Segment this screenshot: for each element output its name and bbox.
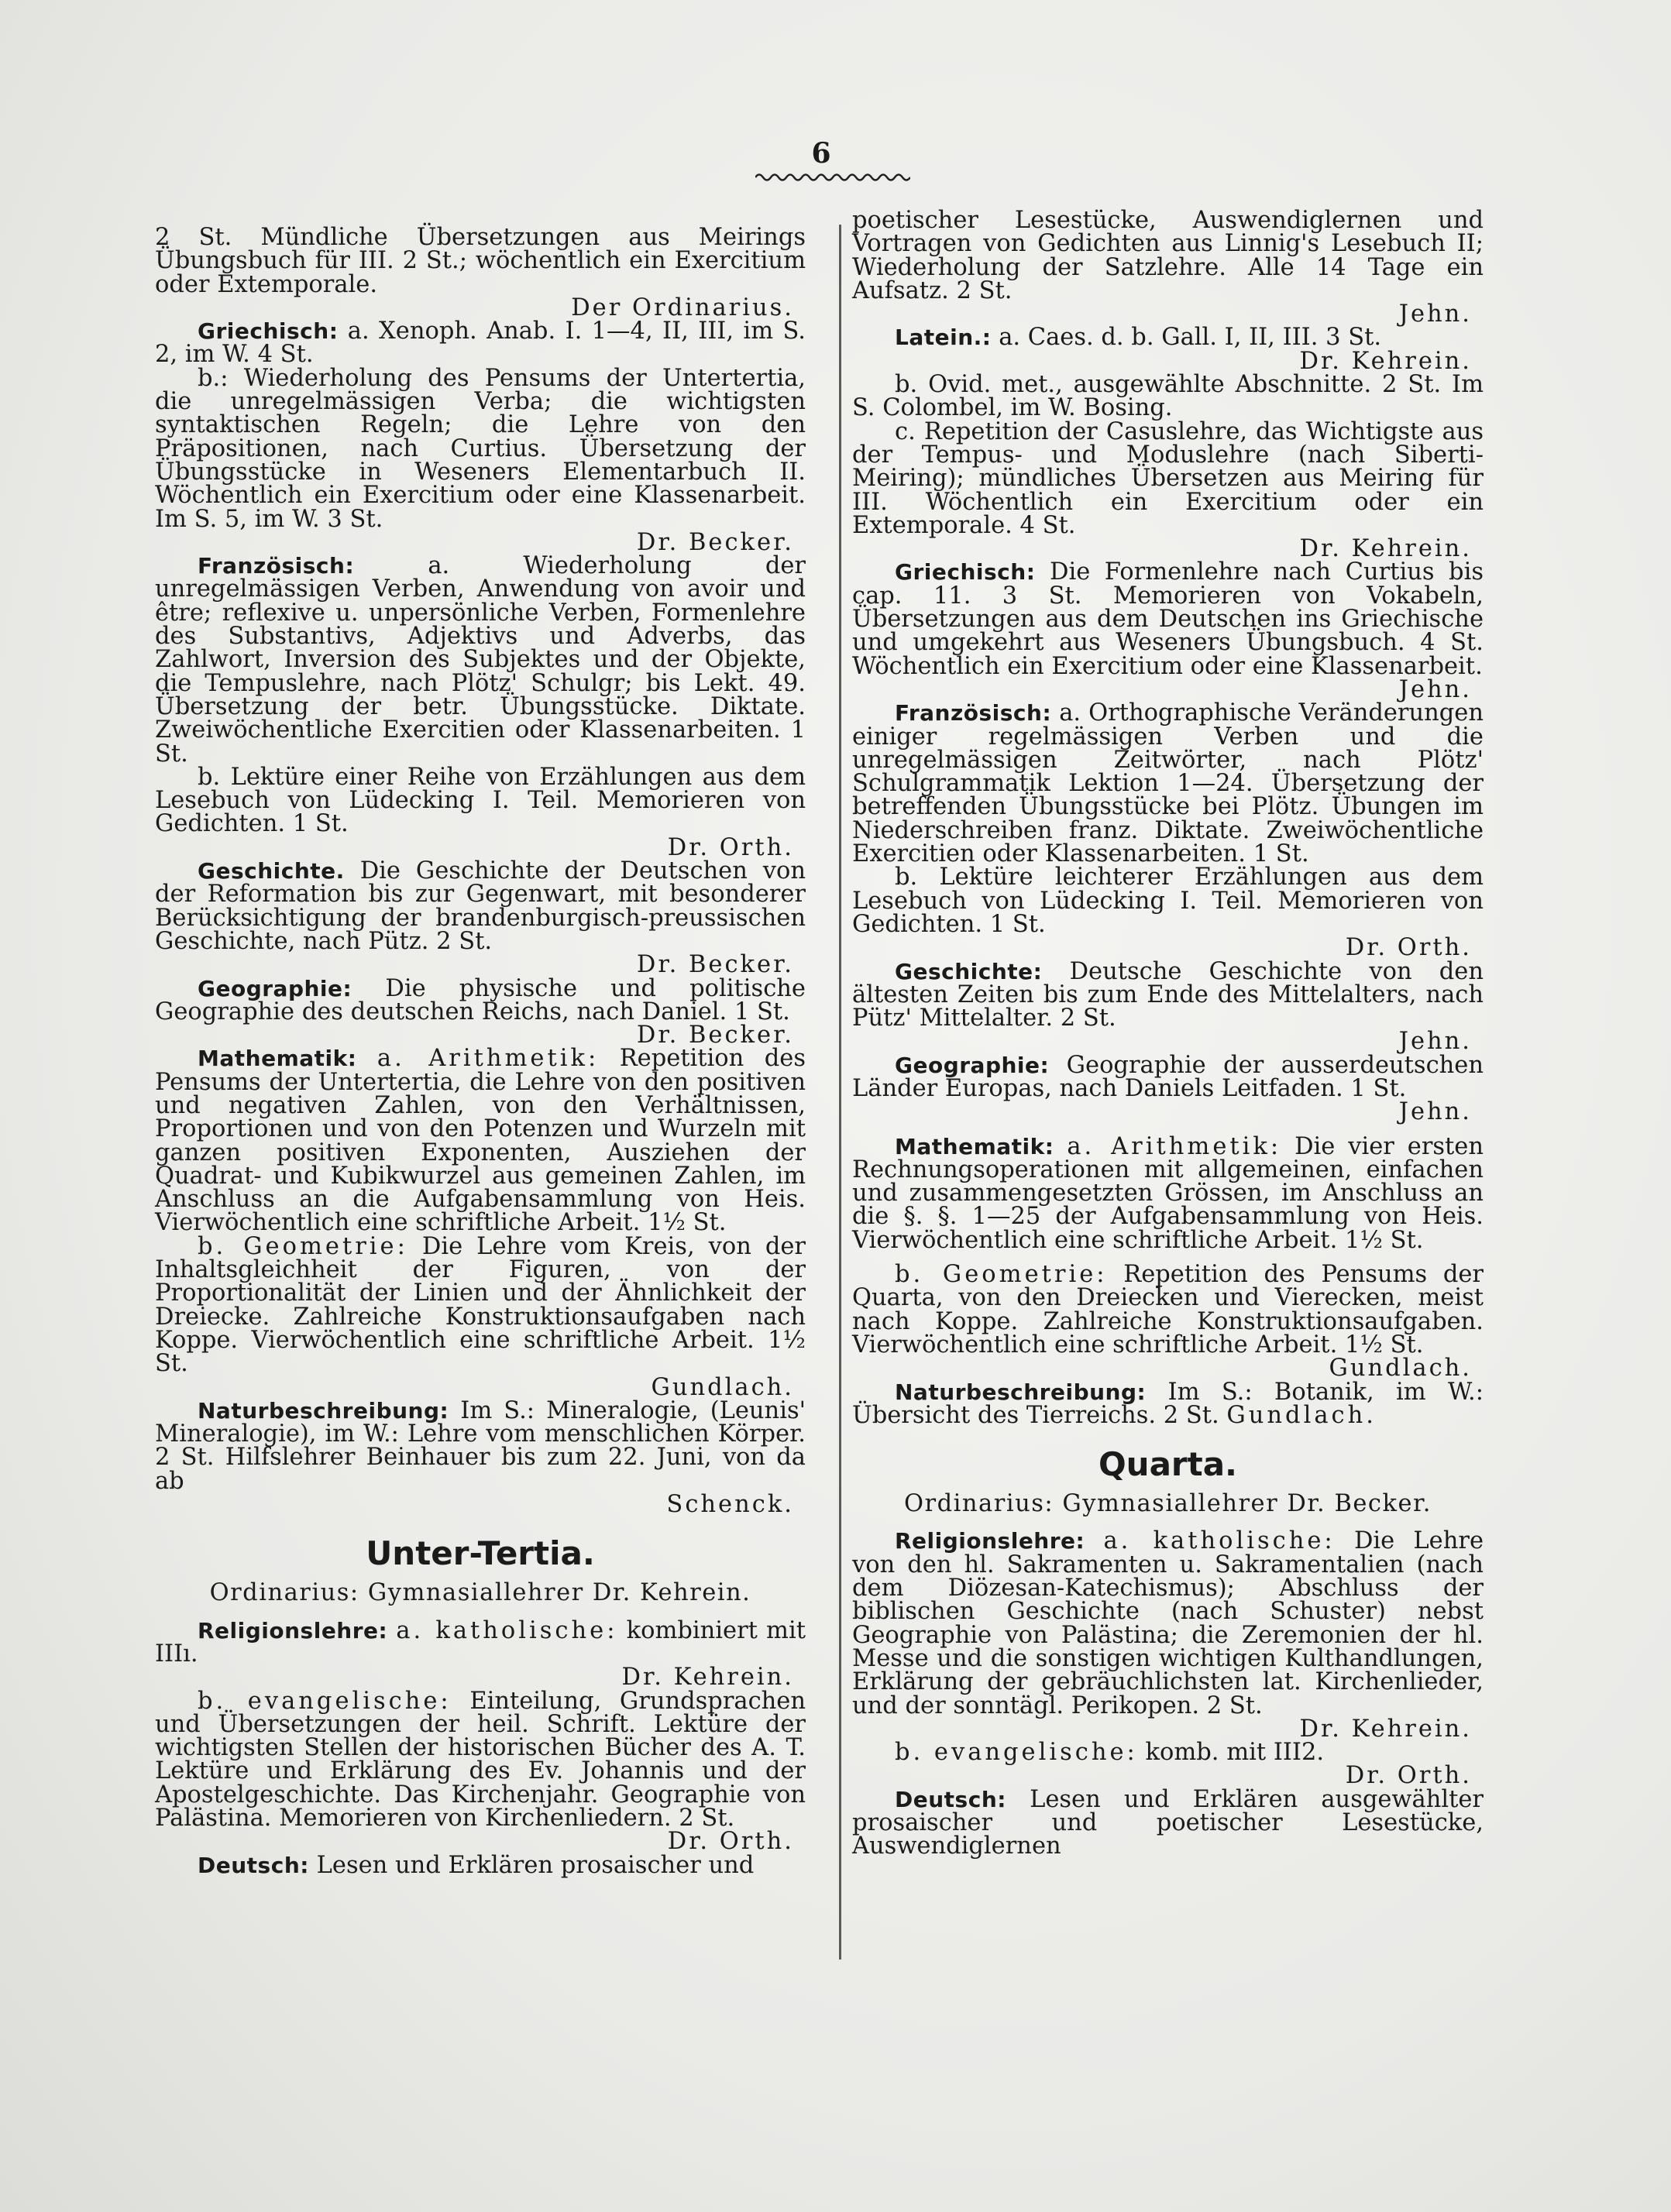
ordinarius-line: Ordinarius: Gymnasiallehrer Dr. Becker. <box>904 1490 1432 1518</box>
right-column <box>852 209 1484 1859</box>
paragraph-naturbeschreibung: Naturbeschreibung: Im S.: Mineralogie, (Leunis' Mineralogie), im W.: Lehre vom menschlichen Körper. 2 St. Hilfslehrer Beinhauer bis zum 22. Juni, von da ab <box>155 1396 806 1495</box>
paragraph: b. Geometrie: Die Lehre vom Kreis, von der Inhaltsgleichheit der Figuren, von der Proportionalität der Linien und der Ähnlichkeit der Dreiecke. Zahlreiche Konstruktionsaufgaben nach Koppe. Vierwöchentlich eine schriftliche Arbeit. 1½ St. <box>155 1232 806 1378</box>
signature: Dr. Becker. <box>636 951 794 979</box>
signature: Dr. Kehrein. <box>1299 347 1472 375</box>
signature: Dr. Orth. <box>1345 1762 1472 1790</box>
column-divider <box>839 225 841 1960</box>
section-heading-unter-tertia: Unter-Tertia. <box>366 1534 595 1573</box>
signature: Dr. Becker. <box>636 1022 794 1049</box>
paragraph-latein: Latein.: a. Caes. d. b. Gall. I, II, III. 3 St. <box>895 324 1382 352</box>
paragraph: c. Repetition der Casuslehre, das Wichtigste aus der Tempus- und Moduslehre (nach Siberti-Meiring); mündliches Übersetzen aus Meiring für III. Wöchentlich ein Exercitium oder ein Extemporale. 4 St. <box>852 417 1484 539</box>
paragraph-religionslehre: Religionslehre: a. katholische: Die Lehre von den hl. Sakramenten u. Sakramentalien (nach dem Diözesan-Katechismus); Abschluss der biblischen Geschichte (nach Schuster) nebst Geographie von Palästina; die Zeremonien der hl. Messe und die sonstigen wichtigen Kulthandlungen, Erklärung der gebräuchlichsten lat. Kirchenlieder, und der sonntägl. Perikopen. 2 St. <box>852 1527 1484 1719</box>
paragraph-franzoesisch: Französisch: a. Orthographische Veränderungen einiger regelmässigen Verben und die unregelmässigen Zeitwörter, nach Plötz' Schulgrammatik Lektion 1—24. Übersetzung der betreffenden Übungsstücke bei Plötz. Übungen im Niederschreiben franz. Diktate. Zweiwöchentliche Exercitien oder Klassenarbeiten. 1 St. <box>852 699 1484 868</box>
page-number: 6 <box>811 137 831 170</box>
signature: Gundlach. <box>651 1373 794 1401</box>
paragraph-mathematik: Mathematik: a. Arithmetik: Die vier ersten Rechnungsoperationen mit allgemeinen, einfachen und zusammengesetzten Grössen, im Anschluss an die §. §. 1—25 der Aufgabensammlung von Heis. Vierwöchentlich eine schriftliche Arbeit. 1½ St. <box>852 1132 1484 1254</box>
paragraph-griechisch: Griechisch: a. Xenoph. Anab. I. 1—4, II, III, im S. 2, im W. 4 St. <box>155 318 806 369</box>
signature: Dr. Kehrein. <box>1299 535 1472 563</box>
signature: Dr. Becker. <box>636 528 794 556</box>
paragraph-naturbeschreibung: Naturbeschreibung: Im S.: Botanik, im W.: Übersicht des Tierreichs. 2 St. Gundlach. <box>852 1378 1484 1429</box>
signature: Jehn. <box>1398 301 1472 328</box>
paragraph: b. Ovid. met., ausgewählte Abschnitte. 2 St. Im S. Colombel, im W. Bosing. <box>852 371 1484 422</box>
paragraph-geographie: Geographie: Geographie der ausserdeutschen Länder Europas, nach Daniels Leitfaden. 1 St. <box>852 1051 1484 1102</box>
paragraph-geschichte: Geschichte: Deutsche Geschichte von den ältesten Zeiten bis zum Ende des Mittelalters, nach Pütz' Mittelalter. 2 St. <box>852 957 1484 1032</box>
signature: Jehn. <box>1398 1098 1472 1126</box>
signature: Jehn. <box>1398 1028 1472 1056</box>
signature: Dr. Orth. <box>667 1828 794 1856</box>
paragraph-franzoesisch: Französisch: a. Wiederholung der unregelmässigen Verben, Anwendung von avoir und être; reflexive u. unpersönliche Verben, Formenlehre des Substantivs, Adjektivs und Adverbs, das Zahlwort, Inversion des Subjektes und der Objekte, die Tempuslehre, nach Plötz' Schulgr; bis Lekt. 49. Übersetzung der betr. Übungsstücke. Diktate. Zweiwöchentliche Exercitien oder Klassenarbeiten. 1 St. <box>155 552 806 768</box>
signature: Der Ordinarius. <box>571 294 794 321</box>
paragraph-deutsch: Deutsch: Lesen und Erklären ausgewählter prosaischer und poetischer Lesestücke, Auswendiglernen <box>852 1785 1484 1860</box>
paragraph-deutsch: Deutsch: Lesen und Erklären prosaischer und <box>198 1851 755 1879</box>
paragraph: poetischer Lesestücke, Auswendiglernen und Vortragen von Gedichten aus Linnig's Lesebuch II; Wiederholung der Satzlehre. Alle 14 Tage ein Aufsatz. 2 St. <box>852 207 1484 304</box>
signature: Gundlach. <box>1329 1355 1472 1382</box>
paragraph: b. evangelische: komb. mit III2. <box>895 1739 1325 1767</box>
paragraph-griechisch: Griechisch: Die Formenlehre nach Curtius bis cap. 11. 3 St. Memorieren von Vokabeln, Übersetzungen aus dem Deutschen ins Griechische und umgekehrt aus Weseners Übungsbuch. 4 St. Wöchentlich ein Exercitium oder eine Klassenarbeit. <box>852 558 1484 680</box>
signature: Dr. Kehrein. <box>621 1664 794 1692</box>
section-heading-quarta: Quarta. <box>1098 1445 1238 1484</box>
ordinarius-line: Ordinarius: Gymnasiallehrer Dr. Kehrein. <box>209 1579 751 1607</box>
paragraph-mathematik: Mathematik: a. Arithmetik: Repetition des Pensums der Untertertia, die Lehre von den positiven und negativen Zahlen, von den Verhältnissen, Proportionen und von den Potenzen und Wurzeln mit ganzen positiven Exponenten, Ausziehen der Quadrat- und Kubikwurzel aus gemeinen Zahlen, im Anschluss an die Aufgabensammlung von Heis. Vierwöchentlich eine schriftliche Arbeit. 1½ St. <box>155 1045 806 1237</box>
paragraph-geographie: Geographie: Die physische und politische Geographie des deutschen Reichs, nach Daniel. 1 St. <box>155 974 806 1025</box>
paragraph-religionslehre: Religionslehre: a. katholische: kombiniert mit IIIı. <box>155 1616 806 1668</box>
paragraph: b. Lektüre einer Reihe von Erzählungen aus dem Lesebuch von Lüdecking I. Teil. Memorieren von Gedichten. 1 St. <box>155 763 806 838</box>
signature: Dr. Orth. <box>1345 934 1472 962</box>
signature: Dr. Kehrein. <box>1299 1715 1472 1743</box>
paragraph: 2 St. Mündliche Übersetzungen aus Meirings Übungsbuch für III. 2 St.; wöchentlich ein Exercitium oder Extemporale. <box>155 224 806 298</box>
signature: Dr. Orth. <box>667 833 794 861</box>
signature: Schenck. <box>666 1491 794 1519</box>
paragraph-geschichte: Geschichte. Die Geschichte der Deutschen von der Reformation bis zur Gegenwart, mit besonderer Berücksichtigung der brandenburgisch-preussischen Geschichte, nach Pütz. 2 St. <box>155 857 806 955</box>
paragraph: b.: Wiederholung des Pensums der Untertertia, die unregelmässigen Verba; die wichtigsten syntaktischen Regeln; die Lehre von den Präpositionen, nach Curtius. Übersetzung der Übungsstücke in Weseners Elementarbuch II. Wöchentlich ein Exercitium oder eine Klassenarbeit. Im S. 5, im W. 3 St. <box>155 364 806 533</box>
left-column <box>155 226 806 1877</box>
paragraph: b. evangelische: Einteilung, Grundsprachen und Übersetzungen der heil. Schrift. Lektüre der wichtigsten Stellen der historischen Bücher des A. T. Lektüre und Erklärung des Ev. Johannis und der Apostelgeschichte. Das Kirchenjahr. Geographie von Palästina. Memorieren von Kirchenliedern. 2 St. <box>155 1687 806 1832</box>
ornamental-wave-rule <box>755 172 910 183</box>
paragraph: b. Geometrie: Repetition des Pensums der Quarta, von den Dreiecken und Vierecken, meist nach Koppe. Zahlreiche Konstruktionsaufgaben. Vierwöchentlich eine schriftliche Arbeit. 1½ St. <box>852 1261 1484 1358</box>
signature: Jehn. <box>1398 675 1472 703</box>
paragraph: b. Lektüre leichterer Erzählungen aus dem Lesebuch von Lüdecking I. Teil. Memorieren von Gedichten. 1 St. <box>852 864 1484 938</box>
